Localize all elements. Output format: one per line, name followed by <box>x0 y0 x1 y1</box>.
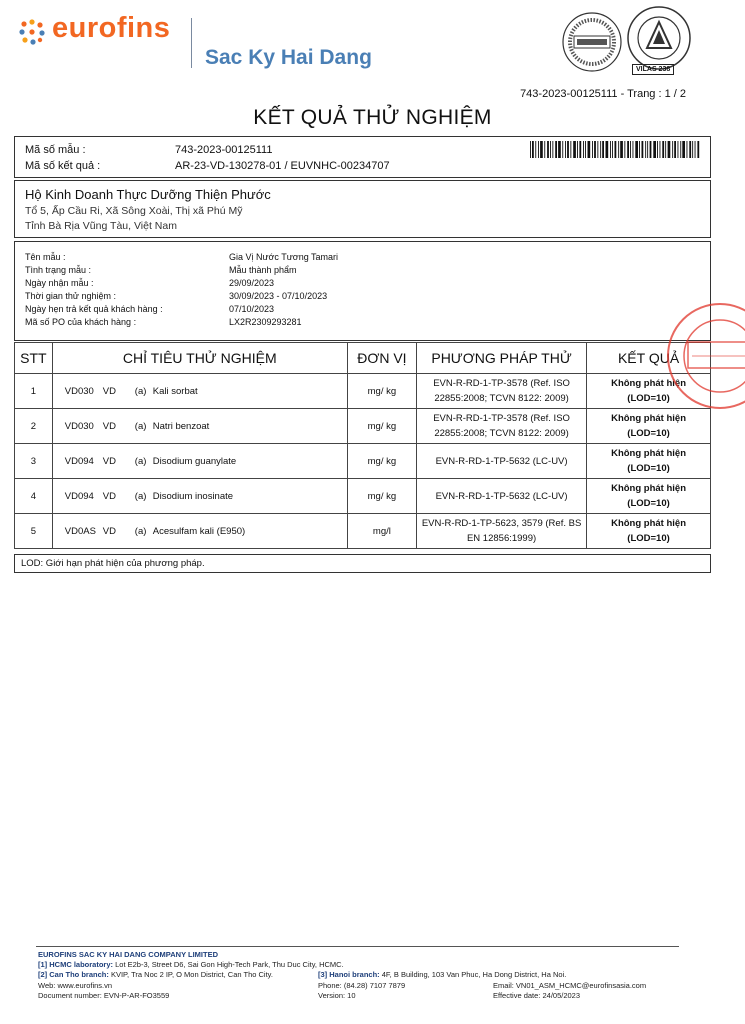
row-unit: mg/l <box>347 514 416 549</box>
test-vd: VD <box>102 490 116 502</box>
footer-company: EUROFINS SAC KY HAI DANG COMPANY LIMITED <box>38 950 219 959</box>
result-no-label: Mã số kết quả : <box>25 160 101 172</box>
test-code: VD030 <box>64 385 94 397</box>
info-label: Ngày nhận mẫu : <box>25 278 94 288</box>
col-header-method: PHƯƠNG PHÁP THỬ <box>417 343 587 374</box>
method-line-1: EVN-R-RD-1-TP-5632 (LC-UV) <box>435 455 568 467</box>
test-code: VD094 <box>64 455 94 467</box>
row-method <box>417 444 587 479</box>
footer-hanoi-address: 4F, B Building, 103 Van Phuc, Ha Dong District, Ha Noi. <box>381 970 567 979</box>
test-accredited-mark: (a) <box>134 490 147 502</box>
result-line-1: Không phát hiện <box>611 483 687 494</box>
test-code: VD0AS <box>64 525 96 537</box>
result-line-2: (LOD=10) <box>627 428 670 439</box>
row-unit: mg/ kg <box>347 479 416 514</box>
logo-divider <box>191 18 192 68</box>
col-header-test: CHỈ TIÊU THỬ NGHIỆM <box>52 343 347 374</box>
footer-cantho-branch <box>38 970 273 980</box>
info-value: LX2R2309293281 <box>229 317 302 327</box>
accreditation-seal-icon <box>625 4 693 72</box>
row-unit: mg/ kg <box>347 409 416 444</box>
eurofins-logo-icon <box>18 18 46 46</box>
row-unit: mg/ kg <box>347 374 416 409</box>
test-code: VD094 <box>64 490 94 502</box>
table-row <box>15 479 711 514</box>
row-test <box>52 374 347 409</box>
row-unit: mg/ kg <box>347 444 416 479</box>
result-line-1: Không phát hiện <box>611 518 687 529</box>
info-value: Mẫu thành phẩm <box>229 265 297 275</box>
document-reference: 743-2023-00125111 - Trang : 1 / 2 <box>520 88 686 100</box>
result-line-2: (LOD=10) <box>627 463 670 474</box>
col-header-unit: ĐƠN VỊ <box>347 343 416 374</box>
test-name: Kali sorbat <box>152 385 198 397</box>
col-header-stt: STT <box>15 343 53 374</box>
test-name: Natri benzoat <box>152 420 210 432</box>
test-name: Acesulfam kali (E950) <box>152 525 246 537</box>
table-row <box>15 444 711 479</box>
row-stt: 3 <box>15 444 53 479</box>
row-test <box>52 514 347 549</box>
method-line-2: 22855:2008; TCVN 8122: 2009) <box>434 428 569 439</box>
vilas-badge: VILAS 238 <box>632 64 674 75</box>
test-name: Disodium guanylate <box>152 455 237 467</box>
results-table <box>14 342 711 549</box>
row-stt: 4 <box>15 479 53 514</box>
table-header-row <box>15 343 711 374</box>
footer-effective-date: Effective date: 24/05/2023 <box>493 991 581 1000</box>
brand-name: eurofins <box>52 12 171 44</box>
method-line-1: EVN-R-RD-1-TP-5632 (LC-UV) <box>435 490 568 502</box>
customer-box <box>14 180 711 238</box>
row-stt: 5 <box>15 514 53 549</box>
company-stamp-icon <box>648 296 745 416</box>
footer-cantho-label: [2] Can Tho branch: <box>38 970 109 979</box>
row-result <box>587 479 711 514</box>
customer-address-2: Tỉnh Bà Rịa Vũng Tàu, Việt Nam <box>25 220 177 232</box>
test-accredited-mark: (a) <box>134 525 147 537</box>
info-label: Thời gian thử nghiệm : <box>25 291 116 301</box>
ilac-mra-seal-icon <box>560 10 624 74</box>
row-stt: 2 <box>15 409 53 444</box>
result-line-2: (LOD=10) <box>627 498 670 509</box>
test-vd: VD <box>102 525 116 537</box>
info-value: Gia Vị Nước Tương Tamari <box>229 252 339 262</box>
barcode-icon <box>530 141 700 158</box>
method-line-1: EVN-R-RD-1-TP-5623, 3579 (Ref. BS <box>421 518 582 529</box>
info-label: Mã số PO của khách hàng : <box>25 317 137 327</box>
lod-note: LOD: Giới hạn phát hiện của phương pháp. <box>14 554 711 573</box>
customer-name: Hộ Kinh Doanh Thực Dưỡng Thiện Phước <box>25 187 271 202</box>
result-line-1: Không phát hiện <box>611 378 687 389</box>
footer-web: Web: www.eurofins.vn <box>38 981 113 990</box>
result-line-1: Không phát hiện <box>611 448 687 459</box>
row-method <box>417 374 587 409</box>
method-line-2: 22855:2008; TCVN 8122: 2009) <box>434 393 569 404</box>
table-row <box>15 514 711 549</box>
row-test <box>52 409 347 444</box>
footer-document-number: Document number: EVN-P-AR-FO3559 <box>38 991 170 1000</box>
footer-version: Version: 10 <box>318 991 356 1000</box>
footer-email: Email: VN01_ASM_HCMC@eurofinsasia.com <box>493 981 647 990</box>
table-row <box>15 409 711 444</box>
row-result <box>587 514 711 549</box>
footer-hcmc-lab <box>38 960 344 970</box>
sample-no-label: Mã số mẫu : <box>25 144 86 156</box>
method-line-2: EN 12856:1999) <box>466 533 537 544</box>
row-method <box>417 409 587 444</box>
brand-subtitle: Sac Ky Hai Dang <box>205 46 372 69</box>
test-accredited-mark: (a) <box>134 385 147 397</box>
row-stt: 1 <box>15 374 53 409</box>
test-accredited-mark: (a) <box>134 455 147 467</box>
sample-info-box <box>14 241 711 341</box>
row-test <box>52 444 347 479</box>
info-value: 30/09/2023 - 07/10/2023 <box>229 291 328 301</box>
table-row <box>15 374 711 409</box>
info-value: 07/10/2023 <box>229 304 275 314</box>
sample-no-value: 743-2023-00125111 <box>175 144 273 156</box>
method-line-1: EVN-R-RD-1-TP-3578 (Ref. ISO <box>433 413 570 424</box>
method-line-1: EVN-R-RD-1-TP-3578 (Ref. ISO <box>433 378 570 389</box>
info-label: Ngày hẹn trả kết quả khách hàng : <box>25 304 163 314</box>
footer-hcmc-address: Lot E2b-3, Street D6, Sai Gon High-Tech Park, Thu Duc City, HCMC. <box>115 960 344 969</box>
footer-hcmc-label: [1] HCMC laboratory: <box>38 960 114 969</box>
footer-hanoi-label: [3] Hanoi branch: <box>318 970 380 979</box>
row-result <box>587 444 711 479</box>
test-vd: VD <box>102 385 116 397</box>
test-vd: VD <box>102 420 116 432</box>
page-title: KẾT QUẢ THỬ NGHIỆM <box>253 106 492 129</box>
test-code: VD030 <box>64 420 94 432</box>
footer-cantho-address: KVIP, Tra Noc 2 IP, O Mon District, Can Tho City. <box>110 970 273 979</box>
row-method <box>417 479 587 514</box>
info-label: Tình trạng mẫu : <box>25 265 92 275</box>
col-header-result: KẾT QUẢ <box>587 343 711 374</box>
footer-hanoi-branch <box>318 970 566 980</box>
result-line-2: (LOD=10) <box>627 393 670 404</box>
test-vd: VD <box>102 455 116 467</box>
info-label: Tên mẫu : <box>25 252 66 262</box>
info-value: 29/09/2023 <box>229 278 275 288</box>
test-accredited-mark: (a) <box>134 420 147 432</box>
result-line-2: (LOD=10) <box>627 533 670 544</box>
row-method <box>417 514 587 549</box>
footer-divider <box>36 946 679 947</box>
footer-phone: Phone: (84.28) 7107 7879 <box>318 981 406 990</box>
customer-address-1: Tổ 5, Ấp Cầu Ri, Xã Sông Xoài, Thị xã Phú Mỹ <box>25 205 243 217</box>
result-line-1: Không phát hiện <box>611 413 687 424</box>
row-test <box>52 479 347 514</box>
result-no-value: AR-23-VD-130278-01 / EUVNHC-00234707 <box>175 160 390 172</box>
test-name: Disodium inosinate <box>152 490 234 502</box>
